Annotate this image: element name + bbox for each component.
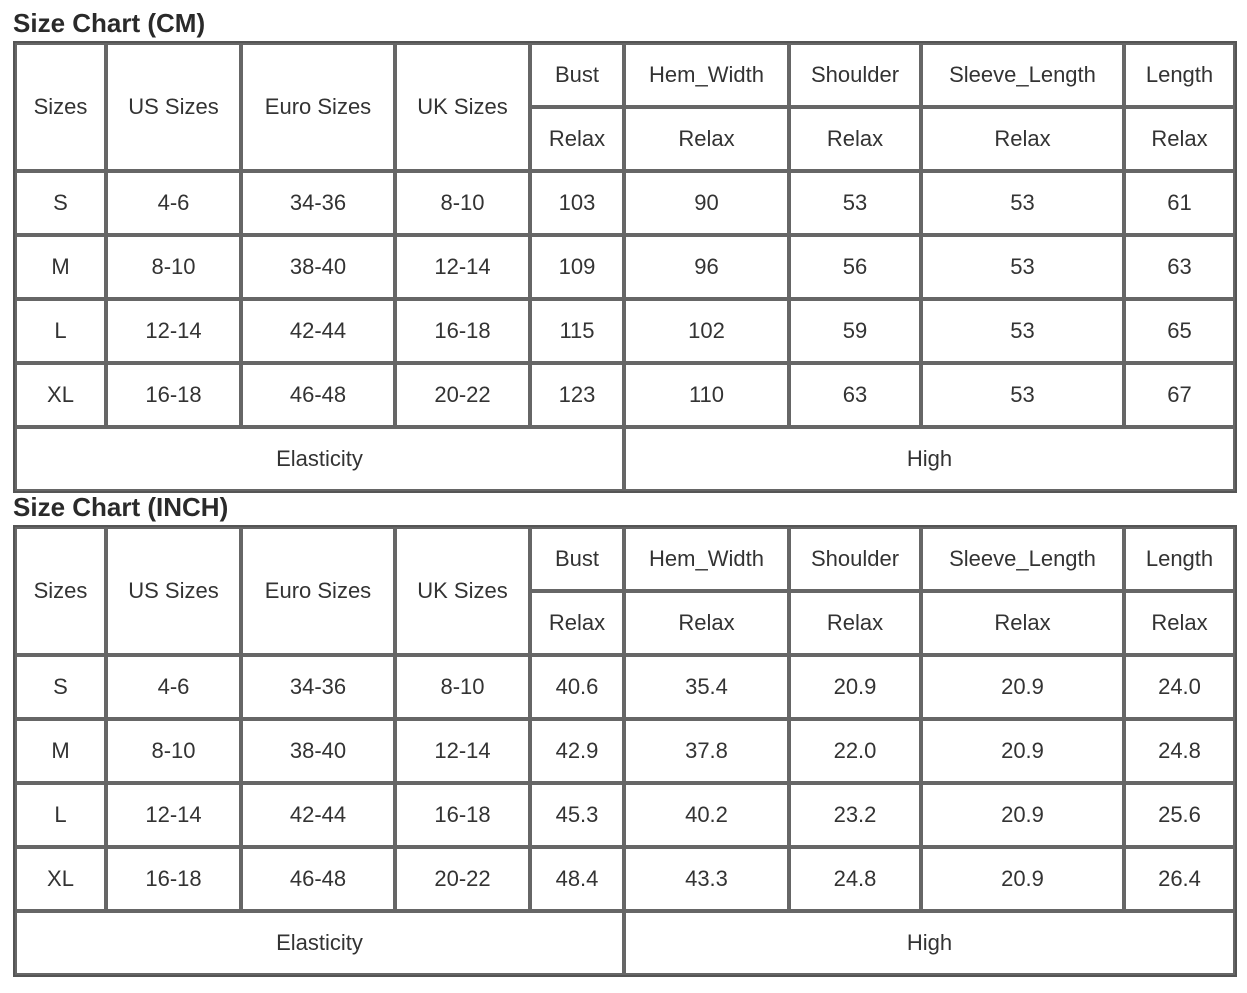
subheader-shoulder: Relax xyxy=(789,591,921,655)
subheader-length: Relax xyxy=(1124,107,1235,171)
table-row xyxy=(15,719,1235,783)
subheader-sleeve-length: Relax xyxy=(921,591,1124,655)
cell-shoulder: 56 xyxy=(789,235,921,299)
size-chart-inch-table xyxy=(13,525,1237,977)
size-chart-cm-title: Size Chart (CM) xyxy=(13,8,206,38)
cell-shoulder: 20.9 xyxy=(789,655,921,719)
cell-length: 25.6 xyxy=(1124,783,1235,847)
table-row xyxy=(15,299,1235,363)
subheader-bust: Relax xyxy=(530,107,624,171)
cell-us-size: 16-18 xyxy=(106,363,241,427)
cell-length: 26.4 xyxy=(1124,847,1235,911)
subheader-bust: Relax xyxy=(530,591,624,655)
cell-euro-size: 42-44 xyxy=(241,783,395,847)
cell-euro-size: 38-40 xyxy=(241,235,395,299)
cell-euro-size: 42-44 xyxy=(241,299,395,363)
header-row xyxy=(15,527,1235,591)
cell-uk-size: 16-18 xyxy=(395,299,530,363)
cell-us-size: 12-14 xyxy=(106,783,241,847)
cell-bust: 103 xyxy=(530,171,624,235)
cell-size: L xyxy=(15,299,106,363)
table-row xyxy=(15,847,1235,911)
header-sleeve-length: Sleeve_Length xyxy=(921,527,1124,591)
header-row xyxy=(15,43,1235,107)
elasticity-label: Elasticity xyxy=(15,911,624,975)
cell-length: 24.8 xyxy=(1124,719,1235,783)
header-us-sizes: US Sizes xyxy=(106,527,241,655)
header-uk-sizes: UK Sizes xyxy=(395,43,530,171)
header-bust: Bust xyxy=(530,43,624,107)
cell-length: 61 xyxy=(1124,171,1235,235)
cell-shoulder: 53 xyxy=(789,171,921,235)
cell-euro-size: 38-40 xyxy=(241,719,395,783)
cell-euro-size: 34-36 xyxy=(241,171,395,235)
cell-hem-width: 35.4 xyxy=(624,655,789,719)
cell-length: 24.0 xyxy=(1124,655,1235,719)
cell-uk-size: 20-22 xyxy=(395,847,530,911)
elasticity-row xyxy=(15,911,1235,975)
table-row xyxy=(15,655,1235,719)
header-uk-sizes: UK Sizes xyxy=(395,527,530,655)
cell-us-size: 12-14 xyxy=(106,299,241,363)
elasticity-value: High xyxy=(624,911,1235,975)
elasticity-value: High xyxy=(624,427,1235,491)
header-sizes: Sizes xyxy=(15,43,106,171)
subheader-length: Relax xyxy=(1124,591,1235,655)
cell-euro-size: 46-48 xyxy=(241,363,395,427)
table-row xyxy=(15,171,1235,235)
subheader-hem-width: Relax xyxy=(624,591,789,655)
cell-length: 65 xyxy=(1124,299,1235,363)
cell-sleeve-length: 53 xyxy=(921,235,1124,299)
cell-bust: 45.3 xyxy=(530,783,624,847)
header-hem-width: Hem_Width xyxy=(624,527,789,591)
size-chart-inch-title: Size Chart (INCH) xyxy=(13,492,229,522)
cell-shoulder: 63 xyxy=(789,363,921,427)
cell-shoulder: 23.2 xyxy=(789,783,921,847)
cell-sleeve-length: 20.9 xyxy=(921,783,1124,847)
cell-sleeve-length: 53 xyxy=(921,363,1124,427)
cell-euro-size: 34-36 xyxy=(241,655,395,719)
cell-sleeve-length: 20.9 xyxy=(921,847,1124,911)
header-us-sizes: US Sizes xyxy=(106,43,241,171)
cell-size: M xyxy=(15,719,106,783)
cell-bust: 123 xyxy=(530,363,624,427)
cell-shoulder: 59 xyxy=(789,299,921,363)
header-length: Length xyxy=(1124,43,1235,107)
cell-size: XL xyxy=(15,363,106,427)
cell-uk-size: 12-14 xyxy=(395,235,530,299)
cell-bust: 42.9 xyxy=(530,719,624,783)
cell-sleeve-length: 20.9 xyxy=(921,655,1124,719)
table-row xyxy=(15,363,1235,427)
cell-us-size: 8-10 xyxy=(106,235,241,299)
cell-bust: 40.6 xyxy=(530,655,624,719)
header-bust: Bust xyxy=(530,527,624,591)
subheader-shoulder: Relax xyxy=(789,107,921,171)
cell-size: S xyxy=(15,171,106,235)
cell-us-size: 8-10 xyxy=(106,719,241,783)
cell-sleeve-length: 53 xyxy=(921,299,1124,363)
header-euro-sizes: Euro Sizes xyxy=(241,43,395,171)
cell-size: XL xyxy=(15,847,106,911)
header-hem-width: Hem_Width xyxy=(624,43,789,107)
elasticity-label: Elasticity xyxy=(15,427,624,491)
cell-us-size: 4-6 xyxy=(106,171,241,235)
cell-hem-width: 110 xyxy=(624,363,789,427)
header-length: Length xyxy=(1124,527,1235,591)
header-sizes: Sizes xyxy=(15,527,106,655)
cell-size: M xyxy=(15,235,106,299)
cell-hem-width: 37.8 xyxy=(624,719,789,783)
cell-sleeve-length: 53 xyxy=(921,171,1124,235)
cell-euro-size: 46-48 xyxy=(241,847,395,911)
cell-hem-width: 90 xyxy=(624,171,789,235)
cell-size: L xyxy=(15,783,106,847)
cell-bust: 109 xyxy=(530,235,624,299)
cell-hem-width: 102 xyxy=(624,299,789,363)
cell-hem-width: 43.3 xyxy=(624,847,789,911)
cell-uk-size: 16-18 xyxy=(395,783,530,847)
cell-bust: 115 xyxy=(530,299,624,363)
cell-sleeve-length: 20.9 xyxy=(921,719,1124,783)
table-row xyxy=(15,235,1235,299)
header-shoulder: Shoulder xyxy=(789,43,921,107)
cell-length: 67 xyxy=(1124,363,1235,427)
size-chart-cm-table xyxy=(13,41,1237,493)
cell-size: S xyxy=(15,655,106,719)
cell-uk-size: 8-10 xyxy=(395,171,530,235)
cell-uk-size: 8-10 xyxy=(395,655,530,719)
cell-us-size: 4-6 xyxy=(106,655,241,719)
elasticity-row xyxy=(15,427,1235,491)
cell-bust: 48.4 xyxy=(530,847,624,911)
cell-hem-width: 40.2 xyxy=(624,783,789,847)
cell-hem-width: 96 xyxy=(624,235,789,299)
cell-us-size: 16-18 xyxy=(106,847,241,911)
cell-length: 63 xyxy=(1124,235,1235,299)
subheader-hem-width: Relax xyxy=(624,107,789,171)
header-euro-sizes: Euro Sizes xyxy=(241,527,395,655)
cell-shoulder: 22.0 xyxy=(789,719,921,783)
cell-uk-size: 12-14 xyxy=(395,719,530,783)
table-row xyxy=(15,783,1235,847)
cell-uk-size: 20-22 xyxy=(395,363,530,427)
subheader-sleeve-length: Relax xyxy=(921,107,1124,171)
header-shoulder: Shoulder xyxy=(789,527,921,591)
cell-shoulder: 24.8 xyxy=(789,847,921,911)
header-sleeve-length: Sleeve_Length xyxy=(921,43,1124,107)
